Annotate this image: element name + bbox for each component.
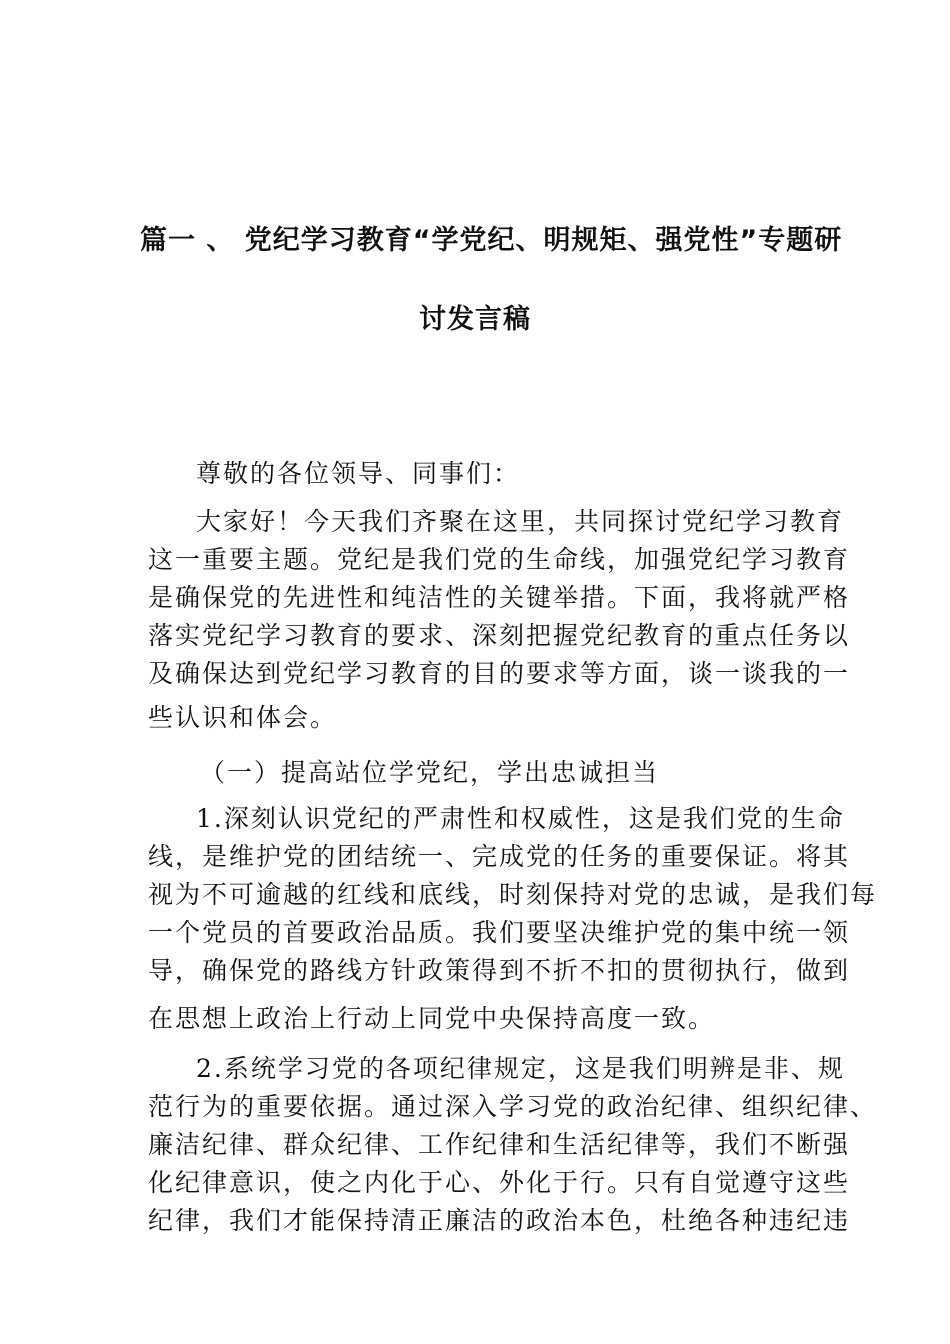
point-1-line: 在思想上政治上行动上同党中央保持高度一致。 <box>148 1004 716 1033</box>
point-1-line: 视为不可逾越的红线和底线，时刻保持对党的忠诚，是我们每 <box>148 880 878 909</box>
point-2-line: 化纪律意识，使之内化于心、外化于行。只有自觉遵守这些 <box>148 1168 851 1197</box>
salutation: 尊敬的各位领导、同事们： <box>196 459 521 488</box>
document-title-line-2: 讨发言稿 <box>419 304 531 335</box>
intro-line: 是确保党的先进性和纯洁性的关键举措。下面，我将就严格 <box>148 583 851 612</box>
intro-paragraph <box>148 503 851 737</box>
point-1-line: 一个党员的首要政治品质。我们要坚决维护党的集中统一领 <box>148 918 851 947</box>
section-heading: （一）提高站位学党纪，学出忠诚担当 <box>200 758 660 787</box>
point-2-paragraph <box>148 1050 878 1240</box>
point-2-line: 廉洁纪律、群众纪律、工作纪律和生活纪律等，我们不断强 <box>148 1130 851 1159</box>
intro-line: 些认识和体会。 <box>148 703 338 732</box>
intro-line: 这一重要主题。党纪是我们党的生命线，加强党纪学习教育 <box>148 545 851 574</box>
point-1-paragraph <box>148 800 878 1038</box>
intro-line: 大家好！今天我们齐聚在这里，共同探讨党纪学习教育 <box>196 507 845 536</box>
document-title-line-1: 篇一 、 党纪学习教育“学党纪、明规矩、强党性”专题研 <box>140 225 843 256</box>
intro-line: 及确保达到党纪学习教育的目的要求等方面，谈一谈我的一 <box>148 659 851 688</box>
point-2-line: 纪律，我们才能保持清正廉洁的政治本色，杜绝各种违纪违 <box>148 1206 851 1235</box>
point-1-line: 1.深刻认识党纪的严肃性和权威性，这是我们党的生命 <box>196 804 845 833</box>
point-2-line: 范行为的重要依据。通过深入学习党的政治纪律、组织纪律、 <box>148 1092 878 1121</box>
point-1-line: 导，确保党的路线方针政策得到不折不扣的贯彻执行，做到 <box>148 956 851 985</box>
point-2-line: 2.系统学习党的各项纪律规定，这是我们明辨是非、规 <box>196 1054 845 1083</box>
point-1-line: 线，是维护党的团结统一、完成党的任务的重要保证。将其 <box>148 842 851 871</box>
intro-line: 落实党纪学习教育的要求、深刻把握党纪教育的重点任务以 <box>148 621 851 650</box>
